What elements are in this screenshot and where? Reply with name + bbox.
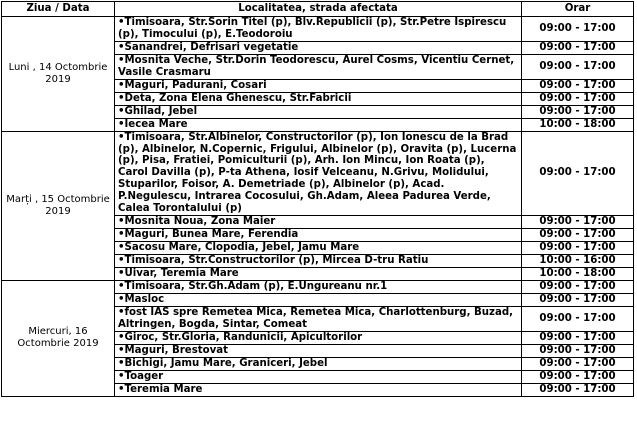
location-cell: •Uivar, Teremia Mare bbox=[115, 267, 522, 280]
location-cell: •Teremia Mare bbox=[115, 383, 522, 396]
location-cell: •Mosnita Noua, Zona Maier bbox=[115, 215, 522, 228]
day-date-cell: Luni , 14 Octombrie 2019 bbox=[2, 17, 115, 132]
location-cell: •Timisoara, Str.Sorin Titel (p), Blv.Republicii (p), Str.Petre Ispirescu (p), Timocului (p), E.Teodoroiu bbox=[115, 17, 522, 42]
time-cell: 10:00 - 18:00 bbox=[522, 267, 634, 280]
time-cell: 09:00 - 17:00 bbox=[522, 306, 634, 331]
time-cell: 09:00 - 17:00 bbox=[522, 344, 634, 357]
schedule-body bbox=[2, 17, 634, 397]
table-row bbox=[2, 131, 634, 215]
time-cell: 09:00 - 17:00 bbox=[522, 105, 634, 118]
header-row bbox=[2, 2, 634, 17]
location-cell: •Giroc, Str.Gloria, Randunicii, Apicultorilor bbox=[115, 331, 522, 344]
location-cell: •Maguri, Brestovat bbox=[115, 344, 522, 357]
location-cell: •Iecea Mare bbox=[115, 118, 522, 131]
time-cell: 09:00 - 17:00 bbox=[522, 215, 634, 228]
day-date-cell: Miercuri, 16 Octombrie 2019 bbox=[2, 280, 115, 396]
time-cell: 09:00 - 17:00 bbox=[522, 17, 634, 42]
time-cell: 09:00 - 17:00 bbox=[522, 280, 634, 293]
location-cell: •Timisoara, Str.Constructorilor (p), Mircea D-tru Ratiu bbox=[115, 254, 522, 267]
header-date: Ziua / Data bbox=[2, 2, 115, 17]
time-cell: 09:00 - 17:00 bbox=[522, 293, 634, 306]
time-cell: 09:00 - 17:00 bbox=[522, 228, 634, 241]
time-cell: 09:00 - 17:00 bbox=[522, 41, 634, 54]
header-location: Localitatea, strada afectata bbox=[115, 2, 522, 17]
location-cell: •Mosnita Veche, Str.Dorin Teodorescu, Aurel Cosms, Vicentiu Cernet, Vasile Crasmaru bbox=[115, 54, 522, 79]
time-cell: 09:00 - 17:00 bbox=[522, 79, 634, 92]
day-date-cell: Marți , 15 Octombrie 2019 bbox=[2, 131, 115, 280]
location-cell: •fost IAS spre Remetea Mica, Remetea Mica, Charlottenburg, Buzad, Altringen, Bogda, Sintar, Comeat bbox=[115, 306, 522, 331]
time-cell: 09:00 - 17:00 bbox=[522, 131, 634, 215]
time-cell: 09:00 - 17:00 bbox=[522, 241, 634, 254]
outage-schedule-table bbox=[1, 1, 634, 397]
time-cell: 09:00 - 17:00 bbox=[522, 331, 634, 344]
time-cell: 10:00 - 18:00 bbox=[522, 118, 634, 131]
time-cell: 10:00 - 16:00 bbox=[522, 254, 634, 267]
location-cell: •Deta, Zona Elena Ghenescu, Str.Fabricii bbox=[115, 92, 522, 105]
time-cell: 09:00 - 17:00 bbox=[522, 370, 634, 383]
table-row bbox=[2, 17, 634, 42]
header-schedule: Orar bbox=[522, 2, 634, 17]
location-cell: •Ghilad, Jebel bbox=[115, 105, 522, 118]
location-cell: •Bichigi, Jamu Mare, Graniceri, Jebel bbox=[115, 357, 522, 370]
location-cell: •Masloc bbox=[115, 293, 522, 306]
table-row bbox=[2, 280, 634, 293]
location-cell: •Timisoara, Str.Albinelor, Constructorilor (p), Ion Ionescu de la Brad (p), Albinelor, N.Copernic, Frigului, Albinelor (p), Oravita (p), Lucerna (p), Pisa, Fratiei, Pomiculturii (p), Arh. Ion Mincu, Ion Roata (p), Carol Davilla (p), P-ta Athena, Iosif Velceanu, N.Grivu, Molidului, Stuparilor, Foisor, A. Demetriade (p), Albinelor (p), Acad. P.Negulescu, Intrarea Cocosului, Gh.Adam, Aleea Padurea Verde, Calea Torontalului (p) bbox=[115, 131, 522, 215]
location-cell: •Sanandrei, Defrisari vegetatie bbox=[115, 41, 522, 54]
time-cell: 09:00 - 17:00 bbox=[522, 92, 634, 105]
location-cell: •Maguri, Padurani, Cosari bbox=[115, 79, 522, 92]
location-cell: •Toager bbox=[115, 370, 522, 383]
location-cell: •Sacosu Mare, Clopodia, Jebel, Jamu Mare bbox=[115, 241, 522, 254]
location-cell: •Maguri, Bunea Mare, Ferendia bbox=[115, 228, 522, 241]
time-cell: 09:00 - 17:00 bbox=[522, 383, 634, 396]
time-cell: 09:00 - 17:00 bbox=[522, 357, 634, 370]
location-cell: •Timisoara, Str.Gh.Adam (p), E.Ungureanu nr.1 bbox=[115, 280, 522, 293]
time-cell: 09:00 - 17:00 bbox=[522, 54, 634, 79]
